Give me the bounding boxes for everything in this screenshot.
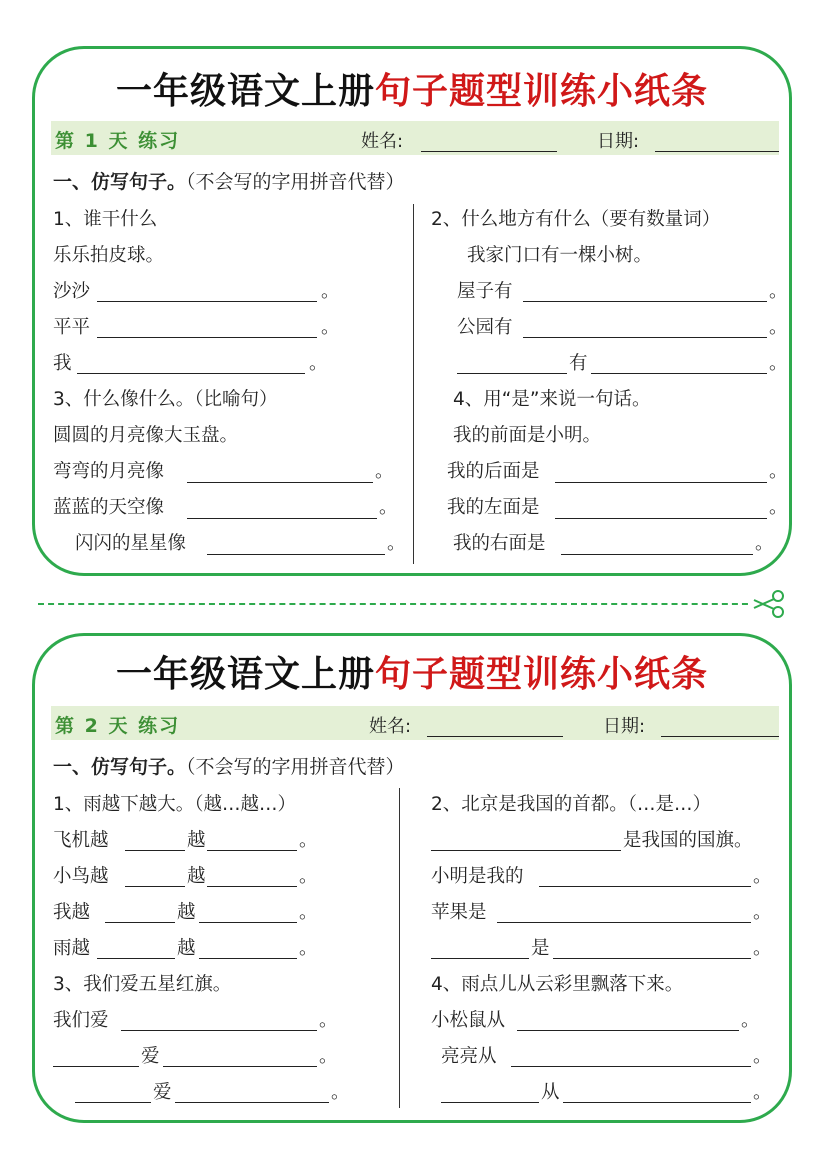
q1-example: 乐乐拍皮球。 [53,245,165,266]
period: 。 [299,830,318,851]
answer-line[interactable] [125,886,185,887]
period: 。 [753,866,772,887]
q4-title: 4、用“是”来说一句话。 [453,389,651,410]
q1-prompt-3: 我 [53,353,72,374]
q3-prompt-3: 闪闪的星星像 [75,533,187,554]
q3-prompt-1: 我们爱 [53,1010,109,1031]
connector-word: 越 [187,830,206,851]
q2-prompt-2: 公园有 [457,317,513,338]
q1-prompt-3: 我越 [53,902,91,923]
period: 。 [319,1010,338,1031]
period: 。 [319,1046,338,1067]
answer-line[interactable] [121,1030,317,1031]
answer-line[interactable] [187,482,373,483]
title-red: 句子题型训练小纸条 [375,654,709,695]
q2-example: 我家门口有一棵小树。 [467,245,653,266]
date-field[interactable] [655,129,779,152]
period: 。 [753,902,772,923]
section-note: （不会写的字用拼音代替） [186,756,405,778]
answer-line[interactable] [77,373,305,374]
period: 。 [753,1082,772,1103]
period: 。 [387,533,406,554]
column-divider [413,204,414,564]
q4-prompt-1: 小松鼠从 [431,1010,506,1031]
answer-line[interactable] [105,922,175,923]
q2-prompt-2: 小明是我的 [431,866,524,887]
period: 。 [375,461,394,482]
q1-title: 1、雨越下越大。（越…越…） [53,794,297,815]
answer-line[interactable] [97,958,175,959]
answer-line[interactable] [555,518,767,519]
answer-line[interactable] [511,1066,751,1067]
connector-word: 越 [177,902,196,923]
answer-line[interactable] [431,958,529,959]
period: 。 [331,1082,350,1103]
period: 。 [321,317,340,338]
section-title: 一、仿写句子。 [53,171,187,193]
q2-prompt-3: 苹果是 [431,902,487,923]
period: 。 [769,317,788,338]
period: 。 [309,353,328,374]
q3-title: 3、什么像什么。（比喻句） [53,389,278,410]
period: 。 [299,902,318,923]
period: 。 [379,497,398,518]
worksheet-card-day1 [32,46,792,576]
section-title: 一、仿写句子。 [53,756,187,778]
q3-prompt-2: 蓝蓝的天空像 [53,497,165,518]
section-heading [53,752,405,779]
title-black: 一年级语文上册 [115,71,375,112]
scissors-icon [748,588,788,620]
answer-line[interactable] [553,958,751,959]
answer-line[interactable] [523,337,767,338]
header-band [51,706,779,740]
q3-example: 圆圆的月亮像大玉盘。 [53,425,239,446]
q1-prompt-2: 平平 [53,317,91,338]
answer-line[interactable] [163,1066,317,1067]
section-note: （不会写的字用拼音代替） [186,171,405,193]
answer-line[interactable] [207,886,297,887]
answer-line[interactable] [175,1102,329,1103]
q2-prompt-1: 是我国的国旗。 [623,830,753,851]
period: 。 [299,866,318,887]
q3-title: 3、我们爱五星红旗。 [53,974,232,995]
answer-line[interactable] [555,482,767,483]
q4-prompt-3: 我的右面是 [453,533,546,554]
q2-title: 2、什么地方有什么（要有数量词） [431,209,721,230]
answer-line[interactable] [187,518,377,519]
connector-word: 越 [187,866,206,887]
q3-prompt-2: 爱 [141,1046,160,1067]
answer-line[interactable] [591,373,767,374]
period: 。 [769,497,788,518]
q1-title: 1、谁干什么 [53,209,158,230]
q4-example: 我的前面是小明。 [453,425,602,446]
q2-prompt-3: 有 [569,353,588,374]
period: 。 [755,533,774,554]
day-label: 第 2 天 练习 [55,715,181,737]
date-field[interactable] [661,714,779,737]
date-label: 日期: [603,716,646,737]
period: 。 [321,281,340,302]
period: 。 [753,938,772,959]
answer-line[interactable] [539,886,751,887]
answer-line[interactable] [53,1066,139,1067]
q4-prompt-2: 亮亮从 [441,1046,497,1067]
header-band [51,121,779,155]
q1-prompt-2: 小鸟越 [53,866,109,887]
answer-line[interactable] [563,1102,751,1103]
answer-line[interactable] [97,301,317,302]
answer-line[interactable] [207,554,385,555]
name-label: 姓名: [361,131,404,152]
q3-prompt-3: 爱 [153,1082,172,1103]
cut-line [38,603,758,605]
column-divider [399,788,400,1108]
worksheet-title [35,63,789,114]
answer-line[interactable] [517,1030,739,1031]
name-field[interactable] [421,129,557,152]
answer-line[interactable] [125,850,185,851]
section-heading [53,167,405,194]
name-field[interactable] [427,714,563,737]
title-black: 一年级语文上册 [115,654,375,695]
answer-line[interactable] [441,1102,539,1103]
q2-title: 2、北京是我国的首都。（…是…） [431,794,712,815]
connector-word: 越 [177,938,196,959]
worksheet-card-day2 [32,633,792,1123]
answer-line[interactable] [199,922,297,923]
q4-prompt-2: 我的左面是 [447,497,540,518]
q3-prompt-1: 弯弯的月亮像 [53,461,165,482]
q2-prompt-4: 是 [531,938,550,959]
q1-prompt-4: 雨越 [53,938,91,959]
period: 。 [769,461,788,482]
q4-title: 4、雨点儿从云彩里飘落下来。 [431,974,684,995]
q2-prompt-1: 屋子有 [457,281,513,302]
q1-prompt-1: 沙沙 [53,281,91,302]
answer-line[interactable] [207,850,297,851]
title-red: 句子题型训练小纸条 [375,71,709,112]
period: 。 [769,281,788,302]
worksheet-title [35,646,789,697]
period: 。 [741,1010,760,1031]
answer-line[interactable] [523,301,767,302]
period: 。 [299,938,318,959]
q4-prompt-3: 从 [541,1082,560,1103]
day-label: 第 1 天 练习 [55,130,181,152]
name-label: 姓名: [369,716,412,737]
answer-line[interactable] [199,958,297,959]
q4-prompt-1: 我的后面是 [447,461,540,482]
period: 。 [753,1046,772,1067]
answer-line[interactable] [75,1102,151,1103]
answer-line[interactable] [497,922,751,923]
date-label: 日期: [597,131,640,152]
answer-line[interactable] [97,337,317,338]
answer-line[interactable] [431,850,621,851]
answer-line[interactable] [561,554,753,555]
q1-prompt-1: 飞机越 [53,830,109,851]
answer-line[interactable] [457,373,567,374]
period: 。 [769,353,788,374]
